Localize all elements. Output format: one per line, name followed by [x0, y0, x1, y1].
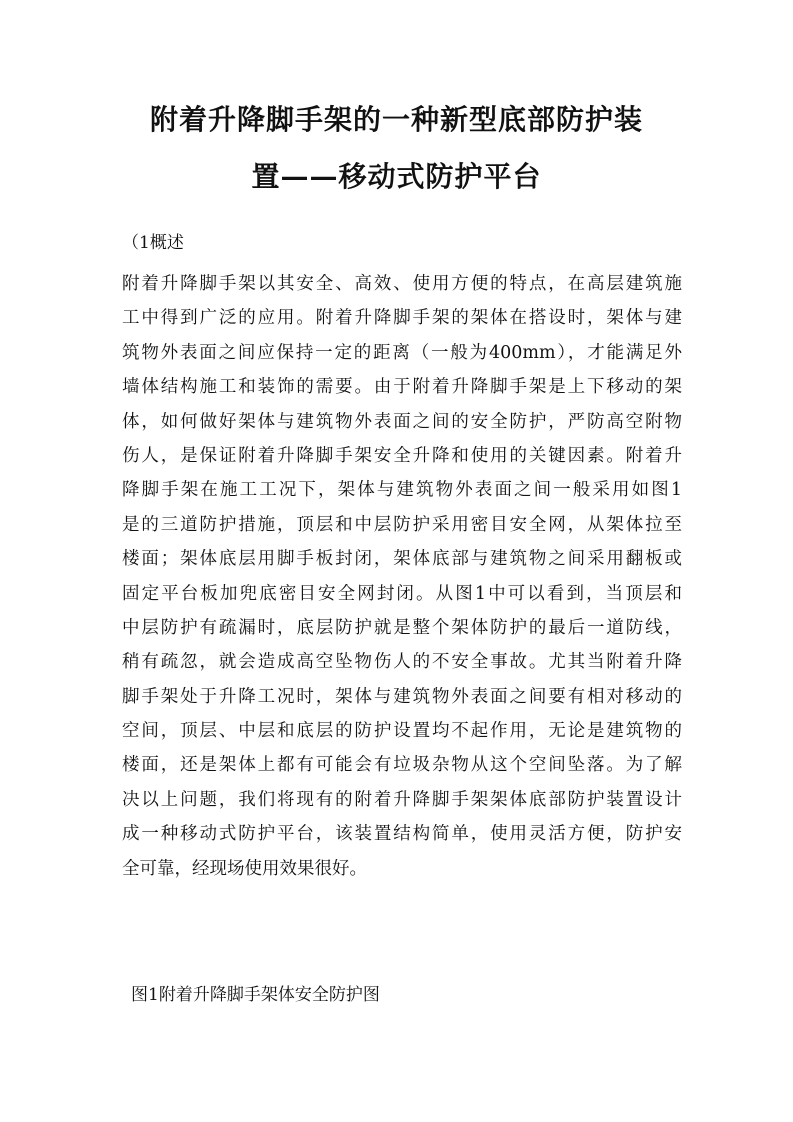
paragraph-line: 是的三道防护措施，顶层和中层防护采用密目安全网，从架体拉至: [122, 514, 682, 535]
paragraph-line: 楼面；架体底层用脚手板封闭，架体底部与建筑物之间采用翻板或: [122, 549, 682, 570]
paragraph-line: 固定平台板加兜底密目安全网封闭。从图1中可以看到，当顶层和: [122, 583, 682, 604]
paragraph-line: 中层防护有疏漏时，底层防护就是整个架体防护的最后一道防线，: [122, 617, 682, 638]
paragraph-line: 附着升降脚手架以其安全、高效、使用方便的特点，在高层建筑施: [122, 274, 682, 294]
paragraph-line: 成一种移动式防护平台，该装置结构简单，使用灵活方便，防护安: [122, 824, 682, 845]
paragraph-line: 空间，顶层、中层和底层的防护设置均不起作用，无论是建筑物的: [122, 721, 682, 742]
paragraph-line: 体，如何做好架体与建筑物外表面之间的安全防护，严防高空附物: [122, 411, 682, 432]
paragraph-line: 降脚手架在施工工况下，架体与建筑物外表面之间一般采用如图1: [122, 480, 682, 501]
paragraph-line: 决以上问题，我们将现有的附着升降脚手架架体底部防护装置设计: [122, 789, 682, 810]
document-title-line-2: 置——移动式防护平台: [251, 160, 542, 193]
document-title-line-1: 附着升降脚手架的一种新型底部防护装: [149, 103, 643, 136]
figure-caption: 图1附着升降脚手架体安全防护图: [131, 985, 380, 1005]
paragraph-line: 稍有疏忽，就会造成高空坠物伤人的不安全事故。尤其当附着升降: [122, 652, 682, 673]
paragraph-line: 楼面，还是架体上都有可能会有垃圾杂物从这个空间坠落。为了解: [122, 755, 682, 776]
paragraph-line: 筑物外表面之间应保持一定的距离（一般为400mm），才能满足外: [122, 342, 682, 363]
paragraph-line: 伤人，是保证附着升降脚手架安全升降和使用的关键因素。附着升: [122, 445, 682, 466]
body-paragraph: [122, 267, 682, 886]
paragraph-line: 脚手架处于升降工况时，架体与建筑物外表面之间要有相对移动的: [122, 686, 682, 707]
paragraph-line: 工中得到广泛的应用。附着升降脚手架的架体在搭设时，架体与建: [122, 308, 682, 329]
section-heading: （1概述: [122, 233, 184, 253]
paragraph-line: 全可靠，经现场使用效果很好。: [122, 858, 367, 879]
paragraph-line: 墙体结构施工和装饰的需要。由于附着升降脚手架是上下移动的架: [122, 377, 682, 398]
